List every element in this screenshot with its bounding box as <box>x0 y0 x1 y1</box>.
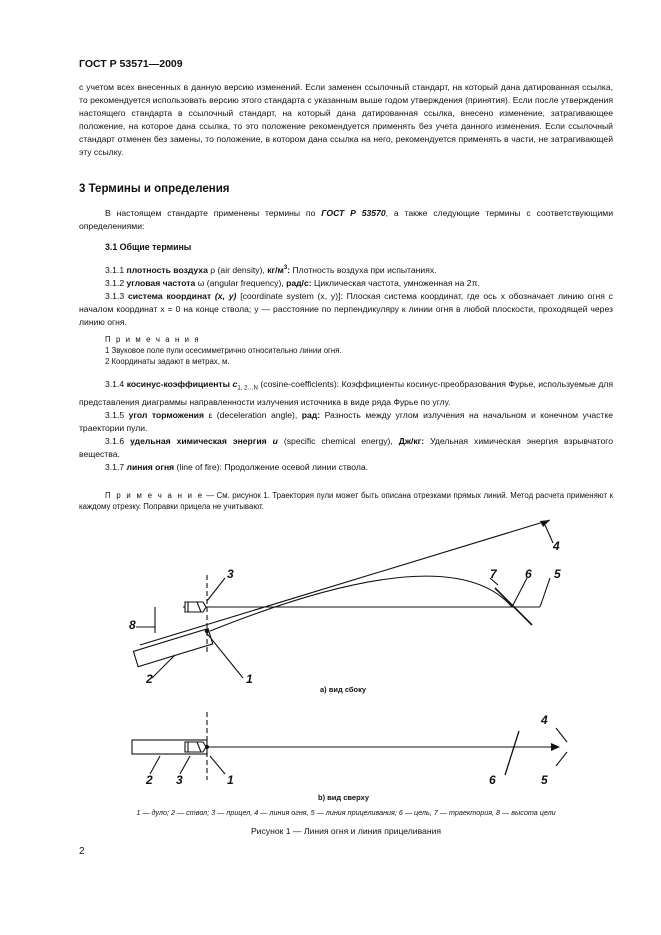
figure-title: Рисунок 1 — Линия огня и линия прицеливания <box>250 826 442 836</box>
view-label-b: b) вид сверху <box>318 793 369 802</box>
term-3-1-1: 3.1.1 плотность воздуха ρ (air density), $кг/м^3$: Плотность воздуха при испытаниях. <box>105 264 437 275</box>
document-header: ГОСТ Р 53571—2009 <box>79 58 183 70</box>
label-b-4: 4 <box>541 713 548 727</box>
note-1: 1 Звуковое поле пули осесимметрично относительно линии огня. <box>105 346 342 355</box>
page-number: 2 <box>79 846 85 857</box>
label-a-2: 2 <box>146 672 153 686</box>
label-b-1: 1 <box>227 773 234 787</box>
label-b-3: 3 <box>176 773 183 787</box>
line-of-fire-a <box>140 520 550 645</box>
term-3-1-5: 3.1.5 угол торможения ε (deceleration angle), рад: Разность между углом излучения на начальном и конечном участке траектории пули. <box>79 409 614 433</box>
label-a-8: 8 <box>129 618 136 632</box>
label-b-2: 2 <box>146 773 153 787</box>
label-a-1: 1 <box>246 672 253 686</box>
notes-block <box>79 334 613 367</box>
barrel-a <box>133 629 212 667</box>
label-b-6: 6 <box>489 773 496 787</box>
label-a-5: 5 <box>554 567 561 581</box>
term-3-1-4: 3.1.4 косинус-коэффициенты $c_{1, 2\dots N}$ (cosine-coefficients): Коэффициенты косинус-преобразования Фурье, используемые для представления диаграммы направленности излучения источника в виде ряда Фурье по углу. <box>79 379 614 407</box>
section-title: 3 Термины и определения <box>79 183 230 195</box>
terms-block-1 <box>79 262 613 329</box>
label-a-7: 7 <box>490 567 497 581</box>
arrow-b <box>551 743 560 751</box>
section-lead: В настоящем стандарте применены термины по ГОСТ Р 53570, а также следующие термины с соответствующими определениями: <box>79 208 614 231</box>
figure-note: П р и м е ч а н и е — См. рисунок 1. Траектория пули может быть описана отрезками прямых линий. Метод расчета применяют к каждому отрезку. Поправки прицела не учитывают. <box>79 491 613 511</box>
label-a-3: 3 <box>227 567 234 581</box>
note-2: 2 Координаты задают в метрах, м. <box>105 357 230 366</box>
term-3-1-2: 3.1.2 угловая частота ω (angular frequency), рад/с: Циклическая частота, умноженная на 2π. <box>105 277 480 288</box>
figure-legend: 1 — дуло; 2 — ствол; 3 — прицел, 4 — линия огня, 5 — линия прицеливания; 6 — цель, 7 — траектория, 8 — высота цели <box>136 808 556 817</box>
intro-paragraph: с учетом всех внесенных в данную версию изменений. Если заменен ссылочный стандарт, на который дана датированная ссылка, то рекомендуется использовать версию этого стандарта с указанным выше годом утверждения (принятия). Если после утверждения настоящего стандарта в ссылочный стандарт, на который дана датированная ссылка, внесено изменение, затрагивающее положение, на которое дана ссылка, то это положение рекомендуется применять без учета данного изменения. Если ссылочный стандарт отменен без замены, то положение, в котором дана ссылка на него, рекомендуется применять в части, не затрагивающей эту ссылку. <box>79 82 613 157</box>
target-b <box>505 731 519 775</box>
terms-block-2 <box>79 378 613 474</box>
figure-side-view <box>0 515 661 700</box>
term-3-1-6: 3.1.6 удельная химическая энергия u (specific chemical energy), Дж/кг: Удельная химическая энергия взрывчатого вещества. <box>79 435 613 459</box>
term-3-1-7: 3.1.7 линия огня (line of fire): Продолжение осевой линии ствола. <box>105 461 369 472</box>
term-3-1-3: 3.1.3 система координат (x, y) [coordinate system (x, y)]: Плоская система координат, где ось x обозначает линию огня с началом координат x = 0 на конце ствола; y — расстояние по перпендикуляру к линии огня в любой плоскости, проходящей через линию огня. <box>79 290 613 327</box>
label-b-5: 5 <box>541 773 548 787</box>
trajectory-a <box>210 576 512 631</box>
subsection-title: 3.1 Общие термины <box>105 242 192 252</box>
view-label-a: а) вид сбоку <box>320 685 367 694</box>
label-a-6: 6 <box>525 567 532 581</box>
notes-title: П р и м е ч а н и я <box>105 335 201 344</box>
figure-top-view <box>0 700 661 805</box>
label-a-4: 4 <box>553 539 560 553</box>
